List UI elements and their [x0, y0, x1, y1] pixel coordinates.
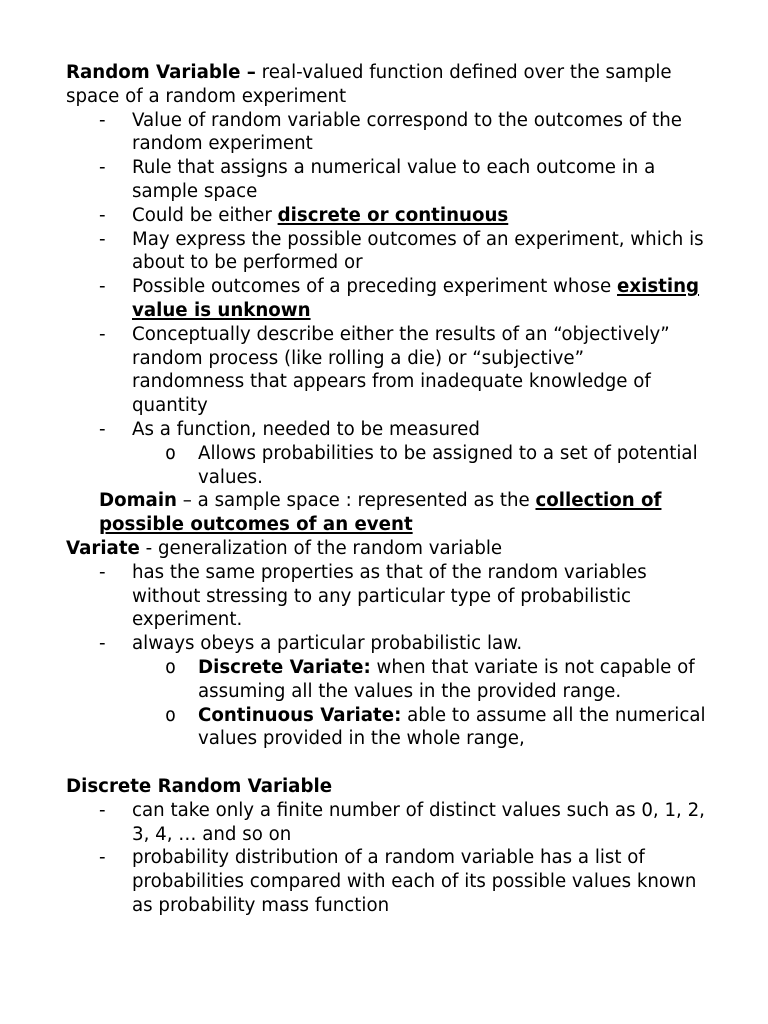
sub-list-item: [66, 656, 706, 704]
list-item: [66, 228, 706, 276]
dash-marker: -: [99, 323, 106, 345]
emphasis-collection-of-outcomes: collection of possible outcomes of an event: [99, 490, 662, 536]
list-item: [66, 799, 706, 847]
list-item: [66, 632, 706, 656]
list-item: [66, 275, 706, 323]
random-variable-definition: [66, 61, 706, 109]
continuous-variate-text: able to assume all the numerical values provided in the whole range,: [198, 704, 706, 750]
continuous-variate-term: Continuous Variate:: [198, 704, 402, 726]
domain-term: Domain: [99, 490, 177, 512]
emphasis-discrete-or-continuous: discrete or continuous: [277, 204, 509, 226]
random-variable-term: Random Variable –: [66, 62, 256, 83]
list-item-text: May express the possible outcomes of an experiment, which is about to be performed or: [132, 228, 704, 274]
domain-text: – a sample space : represented as the: [177, 490, 536, 512]
list-item-text: always obeys a particular probabilistic law.: [132, 633, 523, 655]
variate-definition-text: - generalization of the random variable: [139, 537, 503, 559]
document-page: [66, 61, 706, 918]
circle-marker: o: [165, 656, 176, 678]
emphasis-existing-value-unknown: existing value is unknown: [132, 276, 700, 321]
list-item-text: can take only a finite number of distinct values such as 0, 1, 2, 3, 4, … and so on: [132, 799, 705, 845]
circle-marker: o: [165, 704, 176, 726]
list-item-text: probability distribution of a random variable has a list of probabilities compared with each of its possible values known as probability mass function: [132, 847, 697, 916]
dash-marker: -: [99, 276, 106, 298]
variate-term: Variate: [66, 537, 140, 559]
sub-list-item: [66, 442, 706, 490]
list-item: [66, 109, 706, 157]
list-item-text: As a function, needed to be measured: [132, 418, 480, 440]
circle-marker: o: [165, 442, 176, 464]
sub-list-item-text: Allows probabilities to be assigned to a set of potential values.: [198, 442, 698, 488]
list-item-text: Rule that assigns a numerical value to each outcome in a sample space: [132, 157, 656, 202]
discrete-variate-term: Discrete Variate:: [198, 656, 371, 678]
list-item: [66, 418, 706, 442]
section-heading: Discrete Random Variable: [66, 775, 333, 797]
list-item: [66, 846, 706, 917]
dash-marker: -: [99, 418, 106, 440]
domain-definition: [66, 489, 706, 537]
variate-definition: [66, 537, 706, 561]
list-item: [66, 156, 706, 204]
dash-marker: -: [99, 561, 106, 583]
dash-marker: -: [99, 109, 106, 131]
list-item-text: Possible outcomes of a preceding experiment whose: [132, 276, 618, 298]
list-item-text: Could be either: [132, 204, 278, 226]
dash-marker: -: [99, 847, 106, 869]
dash-marker: -: [99, 799, 106, 821]
discrete-variate-text: when that variate is not capable of assuming all the values in the provided range.: [198, 656, 695, 702]
list-item-text: Conceptually describe either the results of an “objectively” random process (like rolling a die) or “subjective” randomness that appears from inadequate knowledge of quantity: [132, 323, 670, 417]
list-item-text: has the same properties as that of the random variables without stressing to any particular type of probabilistic experiment.: [132, 561, 647, 631]
dash-marker: -: [99, 204, 106, 226]
blank-line: [66, 751, 706, 775]
dash-marker: -: [99, 157, 106, 179]
random-variable-definition-text: real-valued function defined over the sample space of a random experiment: [66, 62, 672, 107]
dash-marker: -: [99, 228, 106, 250]
list-item: [66, 561, 706, 632]
dash-marker: -: [99, 633, 106, 655]
sub-list-item: [66, 704, 706, 752]
discrete-random-variable-heading: [66, 775, 706, 799]
list-item: [66, 323, 706, 418]
list-item-text: Value of random variable correspond to the outcomes of the random experiment: [132, 109, 682, 155]
list-item: [66, 204, 706, 228]
